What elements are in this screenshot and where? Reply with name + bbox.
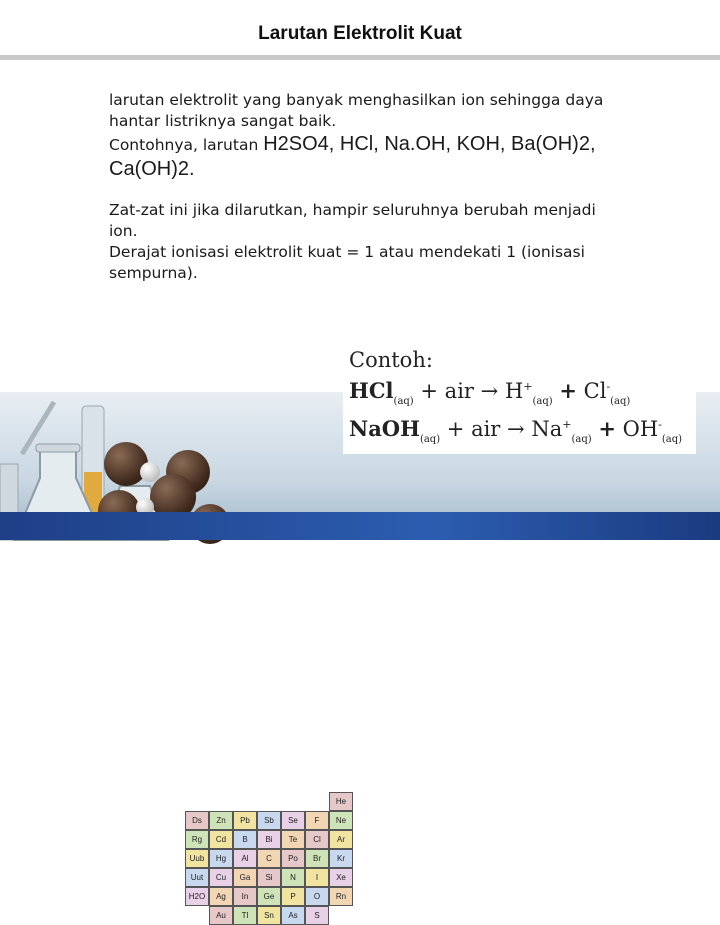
periodic-cell: Uut: [185, 868, 209, 887]
periodic-cell: Al: [233, 849, 257, 868]
periodic-cell: Te: [281, 830, 305, 849]
periodic-cell: B: [233, 830, 257, 849]
reaction-naoh: [349, 416, 682, 445]
periodic-cell: Ag: [209, 887, 233, 906]
slide-title: Larutan Elektrolit Kuat: [258, 23, 462, 44]
plus: +: [559, 378, 577, 403]
periodic-cell: N: [281, 868, 305, 887]
periodic-cell: I: [305, 868, 329, 887]
periodic-cell: Zn: [209, 811, 233, 830]
state: (aq): [393, 396, 414, 407]
periodic-cell: Ar: [329, 830, 353, 849]
periodic-cell: P: [281, 887, 305, 906]
periodic-cell: Rg: [185, 830, 209, 849]
examples-prefix: Contohnya, larutan: [109, 136, 264, 154]
periodic-cell: Cu: [209, 868, 233, 887]
periodic-cell: Tl: [233, 906, 257, 925]
periodic-cell: Ga: [233, 868, 257, 887]
periodic-cell: Br: [305, 849, 329, 868]
periodic-cell: Ds: [185, 811, 209, 830]
product: Cl: [583, 379, 607, 403]
periodic-cell: Rn: [329, 887, 353, 906]
periodic-cell: S: [305, 906, 329, 925]
reactant: HCl: [349, 378, 394, 403]
charge: +: [562, 418, 572, 431]
definition-text: larutan elektrolit yang banyak menghasilkan ion sehingga daya hantar listriknya sangat baik.: [109, 91, 604, 130]
reaction-example-box: [343, 346, 696, 454]
decorative-band: [0, 512, 720, 540]
ionization-text: Zat-zat ini jika dilarutkan, hampir seluruhnya berubah menjadi ion.: [109, 201, 596, 240]
charge: -: [606, 380, 611, 393]
reactant: NaOH: [349, 416, 420, 441]
periodic-cell: H2O: [185, 887, 209, 906]
periodic-cell: Hg: [209, 849, 233, 868]
examples-compounds: H2SO4, HCl, Na.OH, KOH, Ba(OH)2, Ca(OH)2: [109, 133, 596, 180]
state: (aq): [610, 396, 631, 407]
charge: -: [658, 418, 662, 431]
charge: +: [523, 380, 533, 393]
periodic-cell: Cl: [305, 830, 329, 849]
periodic-cell: Sn: [257, 906, 281, 925]
plus-air: + air: [420, 379, 474, 403]
periodic-cell: Ne: [329, 811, 353, 830]
plus: +: [598, 416, 616, 441]
periodic-cell: C: [257, 849, 281, 868]
periodic-cell: F: [305, 811, 329, 830]
state: (aq): [532, 396, 553, 407]
periodic-cell: Sb: [257, 811, 281, 830]
periodic-cell: Au: [209, 906, 233, 925]
periodic-cell: Uub: [185, 849, 209, 868]
product: H: [504, 379, 524, 403]
periodic-cell: Bi: [257, 830, 281, 849]
state: (aq): [661, 434, 683, 445]
periodic-cell: Cd: [209, 830, 233, 849]
slide-body: [109, 90, 629, 284]
periodic-cell: He: [329, 792, 353, 811]
periodic-cell: Po: [281, 849, 305, 868]
state: (aq): [419, 434, 441, 445]
product: OH: [622, 417, 659, 441]
periodic-cell: O: [305, 887, 329, 906]
periodic-cell: Pb: [233, 811, 257, 830]
periodic-cell: Kr: [329, 849, 353, 868]
arrow-icon: →: [507, 417, 525, 441]
reaction-heading: Contoh:: [349, 348, 433, 372]
molecule-atom: [140, 462, 160, 482]
examples-text: [109, 132, 629, 182]
title-divider: [0, 55, 720, 60]
ionization-degree-text: Derajat ionisasi elektrolit kuat = 1 atau mendekati 1 (ionisasi sempurna).: [109, 243, 585, 282]
reaction-hcl: [349, 378, 630, 407]
periodic-cell: Ge: [257, 887, 281, 906]
periodic-cell: As: [281, 906, 305, 925]
examples-suffix: .: [189, 158, 195, 180]
molecule-atom: [104, 442, 148, 486]
arrow-icon: →: [480, 379, 499, 403]
state: (aq): [571, 434, 592, 445]
periodic-cell: Xe: [329, 868, 353, 887]
plus-air: + air: [446, 417, 501, 441]
periodic-cell: Si: [257, 868, 281, 887]
product: Na: [531, 417, 563, 441]
periodic-cell: In: [233, 887, 257, 906]
periodic-cell: Se: [281, 811, 305, 830]
